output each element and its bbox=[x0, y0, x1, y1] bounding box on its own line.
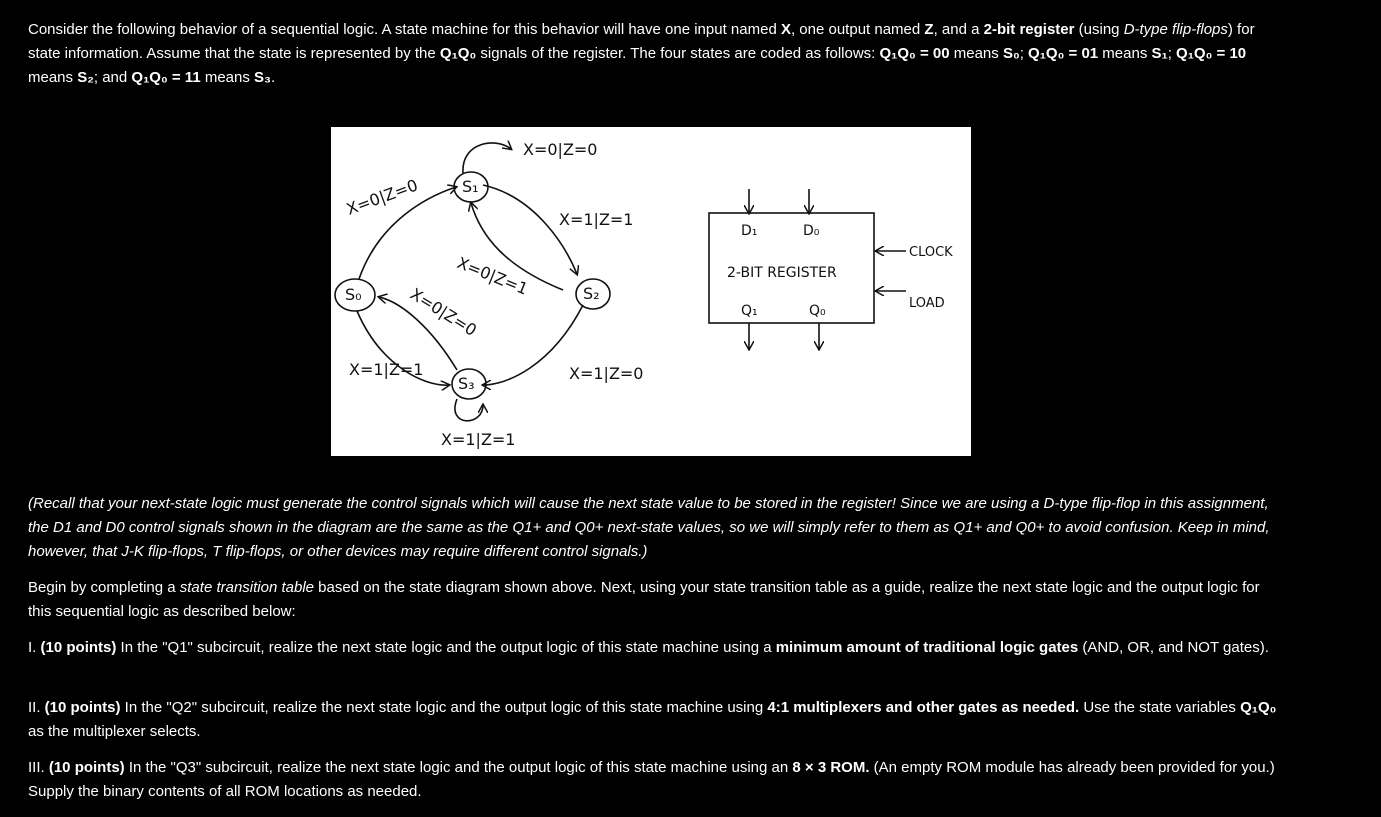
state-s1-term: S₁ bbox=[1151, 45, 1168, 62]
means-text-2: means bbox=[28, 69, 78, 86]
label-s1-s2: X=1|Z=1 bbox=[559, 210, 634, 229]
label-s3-self: X=1|Z=1 bbox=[441, 430, 516, 449]
state-label-s1: S₁ bbox=[462, 177, 479, 196]
label-s0-s3: X=1|Z=1 bbox=[349, 360, 424, 379]
part-2-points: (10 points) bbox=[44, 699, 121, 716]
part-3-text-1: In the "Q3" subcircuit, realize the next state logic and the output logic of this state machine using an bbox=[124, 759, 793, 776]
begin-text-1: Begin by completing a bbox=[28, 579, 180, 596]
intro-text-4: (using bbox=[1074, 21, 1124, 38]
means-text-1: means bbox=[1098, 45, 1152, 62]
code-s2: Q₁Q₀ = 10 bbox=[1176, 45, 1247, 62]
input-name-x: X bbox=[780, 21, 791, 38]
part-2-text-2: Use the state variables bbox=[1079, 699, 1241, 716]
state-diagram-figure bbox=[331, 127, 971, 456]
part-1-text-2: (AND, OR, and NOT gates). bbox=[1078, 639, 1269, 656]
register-load: LOAD bbox=[909, 296, 945, 311]
edge-s1-s2 bbox=[483, 185, 577, 274]
part-3-points: (10 points) bbox=[48, 759, 125, 776]
state-label-s2: S₂ bbox=[583, 284, 600, 303]
separator-2: ; and bbox=[93, 69, 132, 86]
state-s3-term: S₃ bbox=[254, 69, 271, 86]
part-2-selects: Q₁Q₀ bbox=[1240, 699, 1277, 716]
label-s0-s1: X=0|Z=0 bbox=[343, 175, 421, 219]
part-3-text-2: (An empty ROM module has already been provided for you.) Supply the binary contents of all ROM locations as needed. bbox=[28, 759, 1275, 800]
part-3-number: III. bbox=[28, 759, 49, 776]
label-s2-s1: X=0|Z=1 bbox=[454, 253, 531, 299]
begin-paragraph bbox=[28, 576, 1278, 624]
separator-0: ; bbox=[1019, 45, 1029, 62]
part-1-bold: minimum amount of traditional logic gates bbox=[775, 639, 1079, 656]
label-s1-self: X=0|Z=0 bbox=[523, 140, 598, 159]
part-3-paragraph bbox=[28, 756, 1278, 804]
state-signals: Q₁Q₀ bbox=[439, 45, 477, 62]
register-title: 2-BIT REGISTER bbox=[727, 265, 837, 281]
means-text-0: means bbox=[949, 45, 1003, 62]
code-s3: Q₁Q₀ = 11 bbox=[131, 69, 201, 86]
edge-s2-s3 bbox=[483, 305, 583, 385]
separator-1: ; bbox=[1167, 45, 1177, 62]
register-clock: CLOCK bbox=[909, 245, 953, 260]
register-d0: D₀ bbox=[803, 223, 820, 239]
state-s0-term: S₀ bbox=[1002, 45, 1020, 62]
part-2-bold: 4:1 multiplexers and other gates as needed. bbox=[767, 699, 1080, 716]
register-q0: Q₀ bbox=[809, 303, 826, 319]
state-s2-term: S₂ bbox=[77, 69, 94, 86]
part-2-paragraph bbox=[28, 696, 1278, 744]
state-label-s0: S₀ bbox=[345, 285, 362, 304]
intro-end: . bbox=[270, 69, 276, 86]
part-2-number: II. bbox=[28, 699, 45, 716]
dff-term: D-type flip-flops bbox=[1123, 21, 1228, 38]
part-1-points: (10 points) bbox=[40, 639, 117, 656]
intro-paragraph bbox=[28, 18, 1278, 90]
code-s0: Q₁Q₀ = 00 bbox=[879, 45, 950, 62]
label-s2-s3: X=1|Z=0 bbox=[569, 364, 644, 383]
means-text-3: means bbox=[200, 69, 255, 86]
edge-s1-self bbox=[463, 143, 511, 173]
intro-text-3: , and a bbox=[933, 21, 984, 38]
intro-text-6: signals of the register. The four states are coded as follows: bbox=[476, 45, 880, 62]
intro-text-1: Consider the following behavior of a sequential logic. A state machine for this behavior will have one input named bbox=[28, 21, 781, 38]
label-s3-s0: X=0|Z=0 bbox=[406, 284, 481, 340]
part-1-text-1: In the "Q1" subcircuit, realize the next state logic and the output logic of this state machine using a bbox=[116, 639, 776, 656]
edge-s3-self bbox=[455, 399, 483, 421]
intro-text-5: ) for state information. Assume that the state is represented by the bbox=[28, 21, 1255, 62]
register-d1: D₁ bbox=[741, 223, 758, 239]
register-term: 2-bit register bbox=[983, 21, 1075, 38]
state-transition-table-term: state transition table bbox=[179, 579, 315, 596]
part-1-paragraph bbox=[28, 636, 1278, 660]
state-label-s3: S₃ bbox=[458, 374, 475, 393]
recall-paragraph: (Recall that your next-state logic must generate the control signals which will cause the next state value to be stored in the register! Since we are using a D-type flip-flop in this assignment, the D1 and D0 control signals shown in the diagram are the same as the Q1+ and Q0+ next-state values, so we will simply refer to them as Q1+ and Q0+ to avoid confusion. Keep in mind, however, that J-K flip-flops, T flip-flops, or other devices may require different control signals.) bbox=[28, 495, 1270, 560]
register-q1: Q₁ bbox=[741, 303, 758, 319]
part-1-number: I. bbox=[28, 639, 41, 656]
part-2-text-1: In the "Q2" subcircuit, realize the next state logic and the output logic of this state machine using bbox=[120, 699, 768, 716]
code-s1: Q₁Q₀ = 01 bbox=[1028, 45, 1099, 62]
output-name-z: Z bbox=[924, 21, 934, 38]
part-2-text-4: as the multiplexer selects. bbox=[28, 723, 201, 740]
begin-text-2: based on the state diagram shown above. Next, using your state transition table as a guide, realize the next state logic and the output logic for this sequential logic as described below: bbox=[28, 579, 1260, 620]
intro-text-2: , one output named bbox=[790, 21, 925, 38]
part-3-bold: 8 × 3 ROM. bbox=[792, 759, 870, 776]
state-diagram-svg bbox=[331, 127, 971, 456]
